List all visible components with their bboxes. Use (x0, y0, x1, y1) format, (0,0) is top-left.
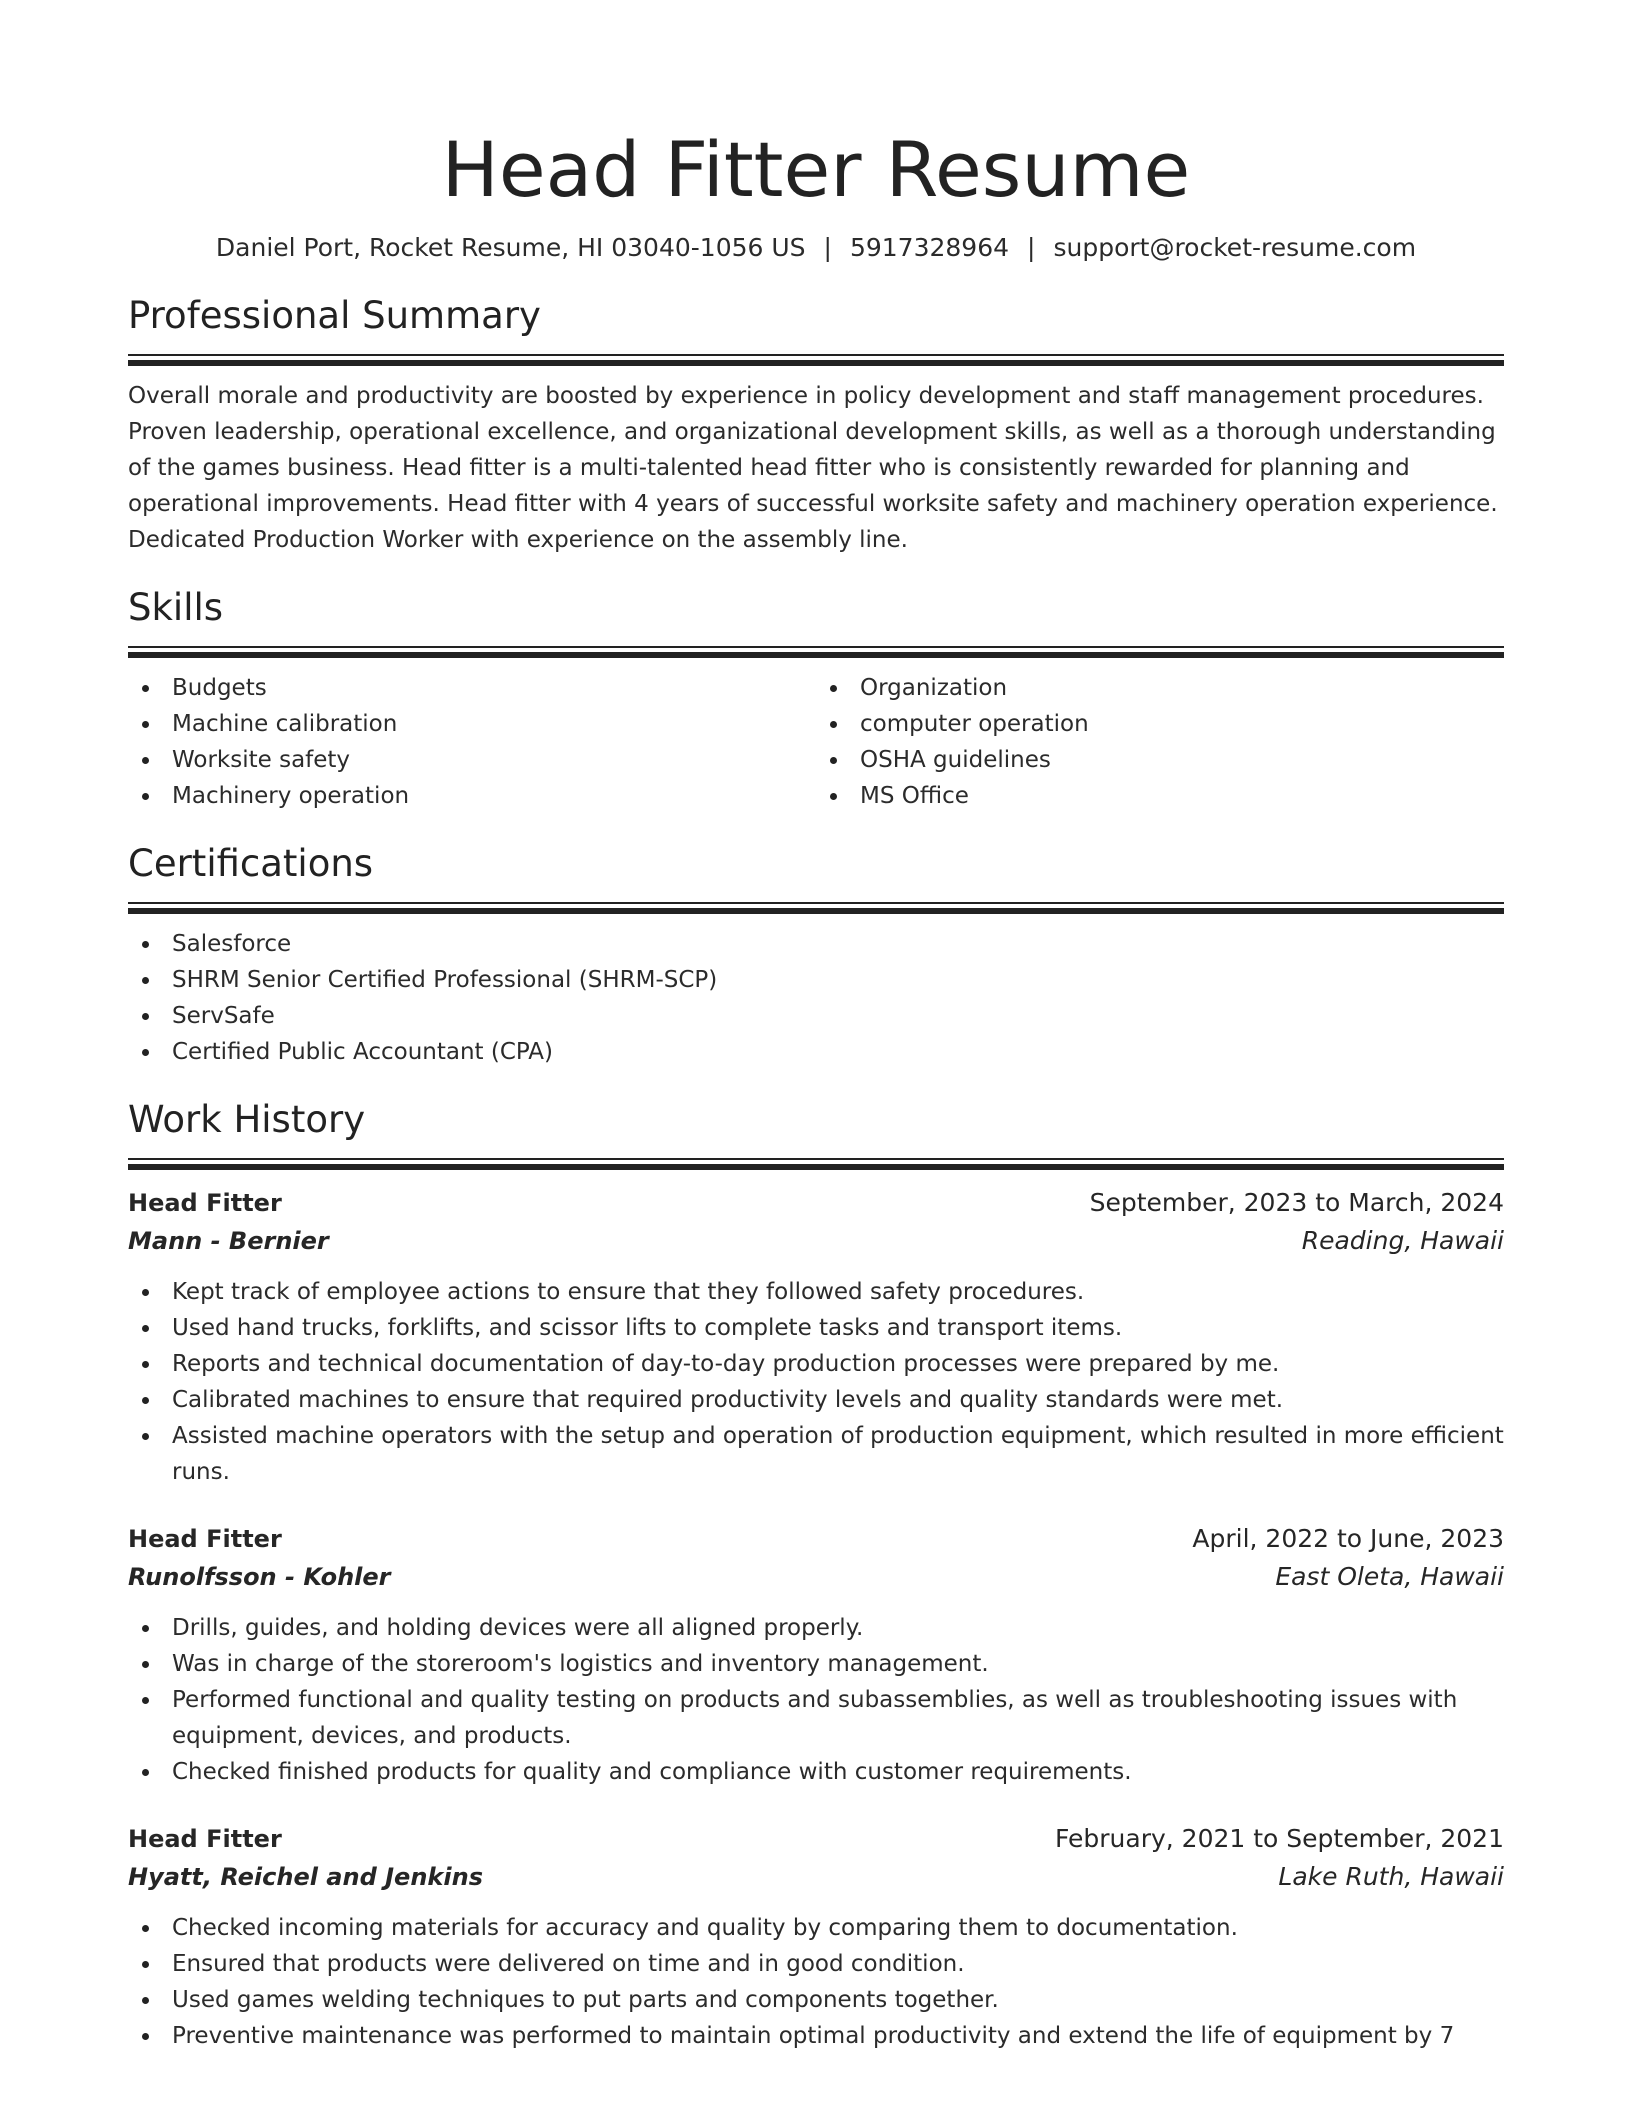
job-duty: Used hand trucks, forklifts, and scissor lifts to complete tasks and transport items. (128, 1310, 1504, 1346)
job-location: Lake Ruth, Hawaii (1278, 1862, 1504, 1891)
job-header-row (128, 1820, 1504, 1858)
job-company: Hyatt, Reichel and Jenkins (128, 1863, 483, 1891)
section-heading-summary: Professional Summary (128, 294, 541, 337)
resume-content (128, 0, 1504, 2054)
skill-item: Worksite safety (128, 742, 816, 778)
skill-item: Budgets (128, 670, 816, 706)
job-title: Head Fitter (128, 1825, 282, 1853)
job-duty: Was in charge of the storeroom's logistics and inventory management. (128, 1646, 1504, 1682)
summary-text: Overall morale and productivity are boosted by experience in policy development and staff management procedures. Proven leadership, operational excellence, and organizational development skills, as well as a thorough understanding of the games business. Head fitter is a multi-talented head fitter who is consistently rewarded for planning and operational improvements. Head fitter with 4 years of successful worksite safety and machinery operation experience. Dedicated Production Worker with experience on the assembly line. (128, 383, 1498, 553)
skills-list-left (128, 670, 816, 814)
certification-item: Salesforce (128, 926, 1504, 962)
job-entry (128, 1184, 1504, 1490)
skill-item: MS Office (816, 778, 1504, 814)
section-divider (128, 646, 1504, 658)
section-divider (128, 902, 1504, 914)
section-heading-certifications: Certifications (128, 842, 374, 885)
certification-item: Certified Public Accountant (CPA) (128, 1034, 1504, 1070)
job-location: East Oleta, Hawaii (1275, 1562, 1504, 1591)
section-divider (128, 354, 1504, 366)
contact-separator: | (823, 233, 832, 262)
job-company-row (128, 1558, 1504, 1596)
job-duty: Preventive maintenance was performed to maintain optimal productivity and extend the life of equipment by 7 (128, 2018, 1504, 2054)
job-title: Head Fitter (128, 1525, 282, 1553)
job-duties-list (128, 1910, 1504, 2054)
job-duties-list (128, 1610, 1504, 1790)
job-duty: Reports and technical documentation of day-to-day production processes were prepared by me. (128, 1346, 1504, 1382)
job-entry (128, 1520, 1504, 1790)
contact-email: support@rocket-resume.com (1053, 233, 1417, 262)
job-duty: Drills, guides, and holding devices were all aligned properly. (128, 1610, 1504, 1646)
job-duties-list (128, 1274, 1504, 1490)
section-heading-work-history: Work History (128, 1098, 366, 1141)
job-duty: Checked incoming materials for accuracy and quality by comparing them to documentation. (128, 1910, 1504, 1946)
job-duty: Performed functional and quality testing on products and subassemblies, as well as troubleshooting issues with equipment, devices, and products. (128, 1682, 1504, 1754)
skill-item: Organization (816, 670, 1504, 706)
job-header-row (128, 1520, 1504, 1558)
certification-item: SHRM Senior Certified Professional (SHRM-SCP) (128, 962, 1504, 998)
job-duty: Calibrated machines to ensure that required productivity levels and quality standards were met. (128, 1382, 1504, 1418)
job-company: Runolfsson - Kohler (128, 1563, 391, 1591)
resume-title: Head Fitter Resume (441, 125, 1191, 214)
contact-phone: 5917328964 (849, 233, 1010, 262)
certifications-section (128, 840, 1504, 1070)
skill-item: Machine calibration (128, 706, 816, 742)
skill-item: computer operation (816, 706, 1504, 742)
summary-section (128, 292, 1504, 558)
job-company-row (128, 1222, 1504, 1260)
skill-item: Machinery operation (128, 778, 816, 814)
job-header-row (128, 1184, 1504, 1222)
job-dates: April, 2022 to June, 2023 (1192, 1524, 1504, 1553)
contact-address: Daniel Port, Rocket Resume, HI 03040-1056 US (215, 233, 806, 262)
certifications-list (128, 926, 1504, 1070)
job-entry (128, 1820, 1504, 2054)
job-duty: Ensured that products were delivered on time and in good condition. (128, 1946, 1504, 1982)
job-dates: February, 2021 to September, 2021 (1055, 1824, 1504, 1853)
skills-grid (128, 670, 1504, 814)
section-heading-skills: Skills (128, 586, 224, 629)
job-company: Mann - Bernier (128, 1227, 329, 1255)
job-duty: Assisted machine operators with the setup and operation of production equipment, which resulted in more efficient runs. (128, 1418, 1504, 1490)
contact-line (128, 230, 1504, 266)
job-duty: Checked finished products for quality and compliance with customer requirements. (128, 1754, 1504, 1790)
section-divider (128, 1158, 1504, 1170)
job-duty: Kept track of employee actions to ensure that they followed safety procedures. (128, 1274, 1504, 1310)
contact-separator: | (1027, 233, 1036, 262)
skill-item: OSHA guidelines (816, 742, 1504, 778)
job-location: Reading, Hawaii (1301, 1226, 1504, 1255)
skills-list-right (816, 670, 1504, 814)
job-duty: Used games welding techniques to put parts and components together. (128, 1982, 1504, 2018)
job-title: Head Fitter (128, 1189, 282, 1217)
work-history-section (128, 1096, 1504, 2054)
certification-item: ServSafe (128, 998, 1504, 1034)
skills-section (128, 584, 1504, 814)
job-dates: September, 2023 to March, 2024 (1089, 1188, 1504, 1217)
job-company-row (128, 1858, 1504, 1896)
